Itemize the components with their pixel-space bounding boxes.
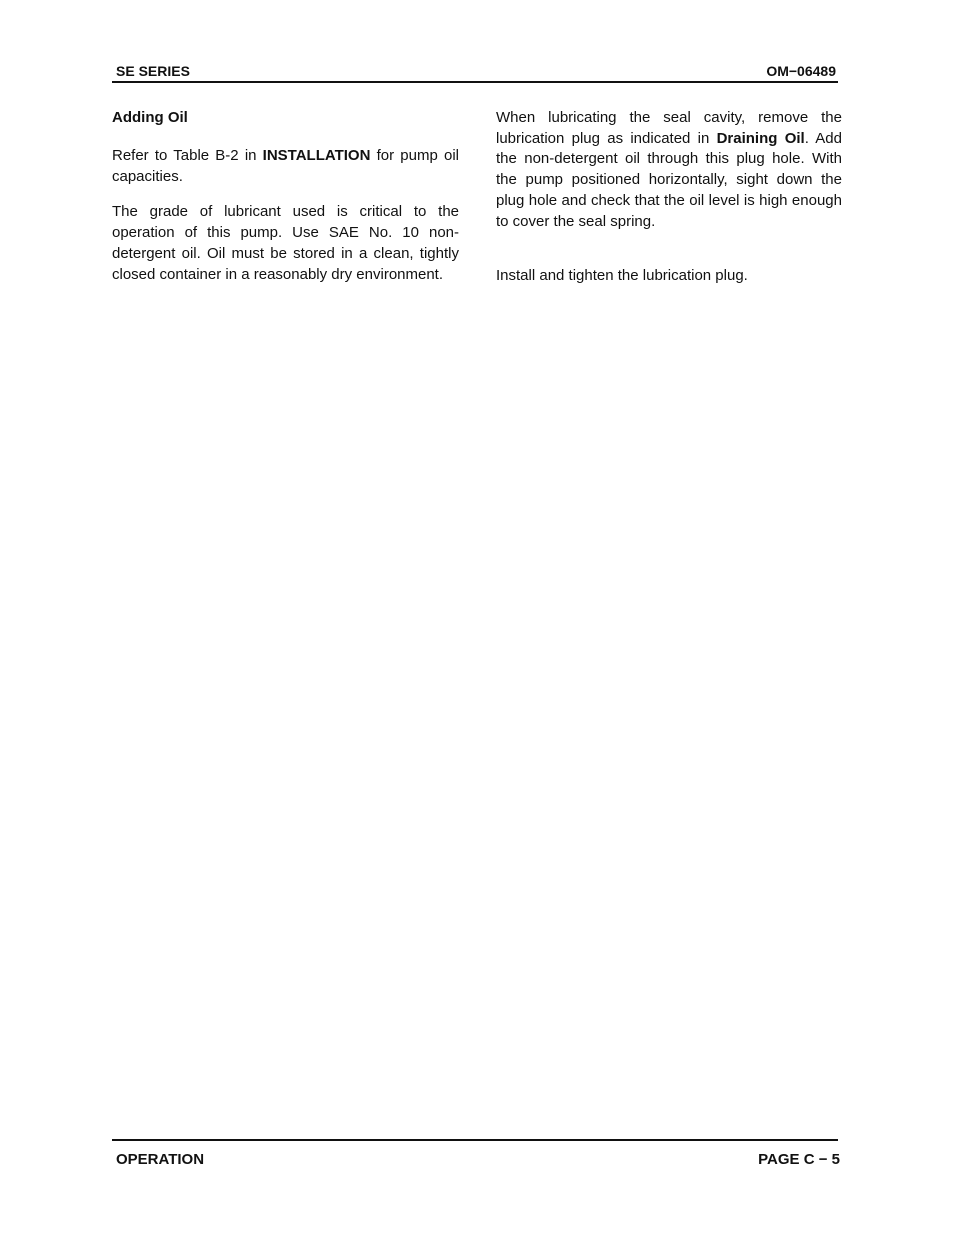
seal-cavity-text-before: When lubricating the seal cavity, remove the lubrication plug as indicated in	[496, 109, 842, 147]
right-column	[496, 108, 842, 302]
page-footer	[112, 1139, 840, 1168]
seal-cavity-paragraph	[496, 108, 842, 232]
page-header	[112, 62, 838, 83]
header-document-number: OM−06489	[766, 63, 836, 79]
header-series-title: SE SERIES	[116, 63, 190, 79]
footer-section-name: OPERATION	[116, 1151, 205, 1168]
seal-cavity-text-after: . Add the non-detergent oil through this plug hole. With the pump positioned horizontally, sight down the plug hole and check that the oil level is high enough to cover the seal spring.	[496, 129, 842, 230]
install-plug-paragraph: Install and tighten the lubrication plug.	[496, 267, 748, 285]
installation-reference: INSTALLATION	[262, 147, 371, 164]
lubricant-grade-paragraph: The grade of lubricant used is critical to the operation of this pump. Use SAE No. 10 non-detergent oil. Oil must be stored in a clean, tightly closed container in a reasonably dry environment.	[112, 203, 459, 283]
draining-oil-reference: Draining Oil	[716, 129, 805, 147]
oil-capacity-text-after: for pump oil capacities.	[112, 147, 459, 185]
oil-capacity-paragraph	[112, 146, 459, 187]
left-column	[112, 108, 459, 300]
oil-capacity-text-before: Refer to Table B-2 in	[112, 147, 263, 164]
footer-page-number: PAGE C − 5	[758, 1151, 840, 1168]
section-heading: Adding Oil	[112, 109, 188, 126]
